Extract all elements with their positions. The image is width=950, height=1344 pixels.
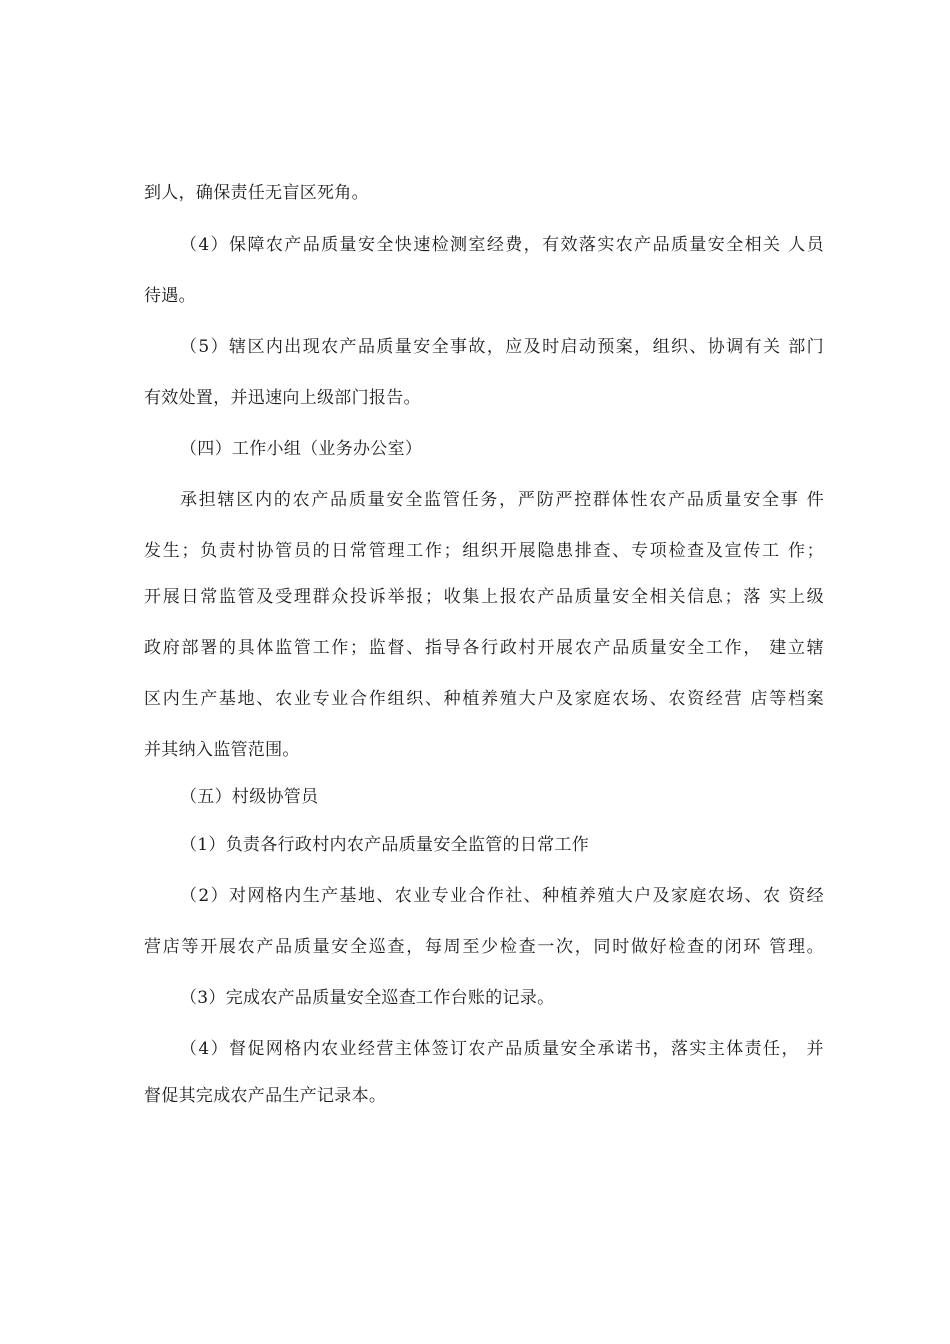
section-heading: （四）工作小组（业务办公室） [180,439,423,459]
text-line: （3）完成农产品质量安全巡查工作台账的记录。 [180,988,555,1008]
text-line: （2）对网格内生产基地、农业专业合作社、种植养殖大户及家庭农场、农 资经 [180,886,824,906]
text-line: （1）负责各行政村内农产品质量安全监管的日常工作 [180,835,590,855]
text-line: （4）督促网格内农业经营主体签订农产品质量安全承诺书，落实主体责任， 并 [180,1039,824,1059]
text-line: 承担辖区内的农产品质量安全监管任务，严防严控群体性农产品质量安全事 件 [180,490,824,510]
text-line: 待遇。 [144,286,196,306]
text-line: 到人，确保责任无盲区死角。 [144,183,369,203]
text-line: 发生；负责村协管员的日常管理工作；组织开展隐患排查、专项检查及宣传工 作； [144,541,824,561]
text-line: 区内生产基地、农业专业合作组织、种植养殖大户及家庭农场、农资经营 店等档案 [144,689,824,709]
text-line: 开展日常监管及受理群众投诉举报；收集上报农产品质量安全相关信息；落 实上级 [144,587,824,607]
text-line: 督促其完成农产品生产记录本。 [144,1086,387,1106]
text-line: 并其纳入监管范围。 [144,740,300,760]
text-line: 营店等开展农产品质量安全巡查，每周至少检查一次，同时做好检查的闭环 管理。 [144,937,824,957]
text-line: 政府部署的具体监管工作；监督、指导各行政村开展农产品质量安全工作， 建立辖 [144,638,824,658]
text-line: 有效处置，并迅速向上级部门报告。 [144,388,421,408]
section-heading: （五）村级协管员 [180,787,319,807]
text-line: （4）保障农产品质量安全快速检测室经费，有效落实农产品质量安全相关 人员 [180,235,824,255]
text-line: （5）辖区内出现农产品质量安全事故，应及时启动预案，组织、协调有关 部门 [180,337,824,357]
